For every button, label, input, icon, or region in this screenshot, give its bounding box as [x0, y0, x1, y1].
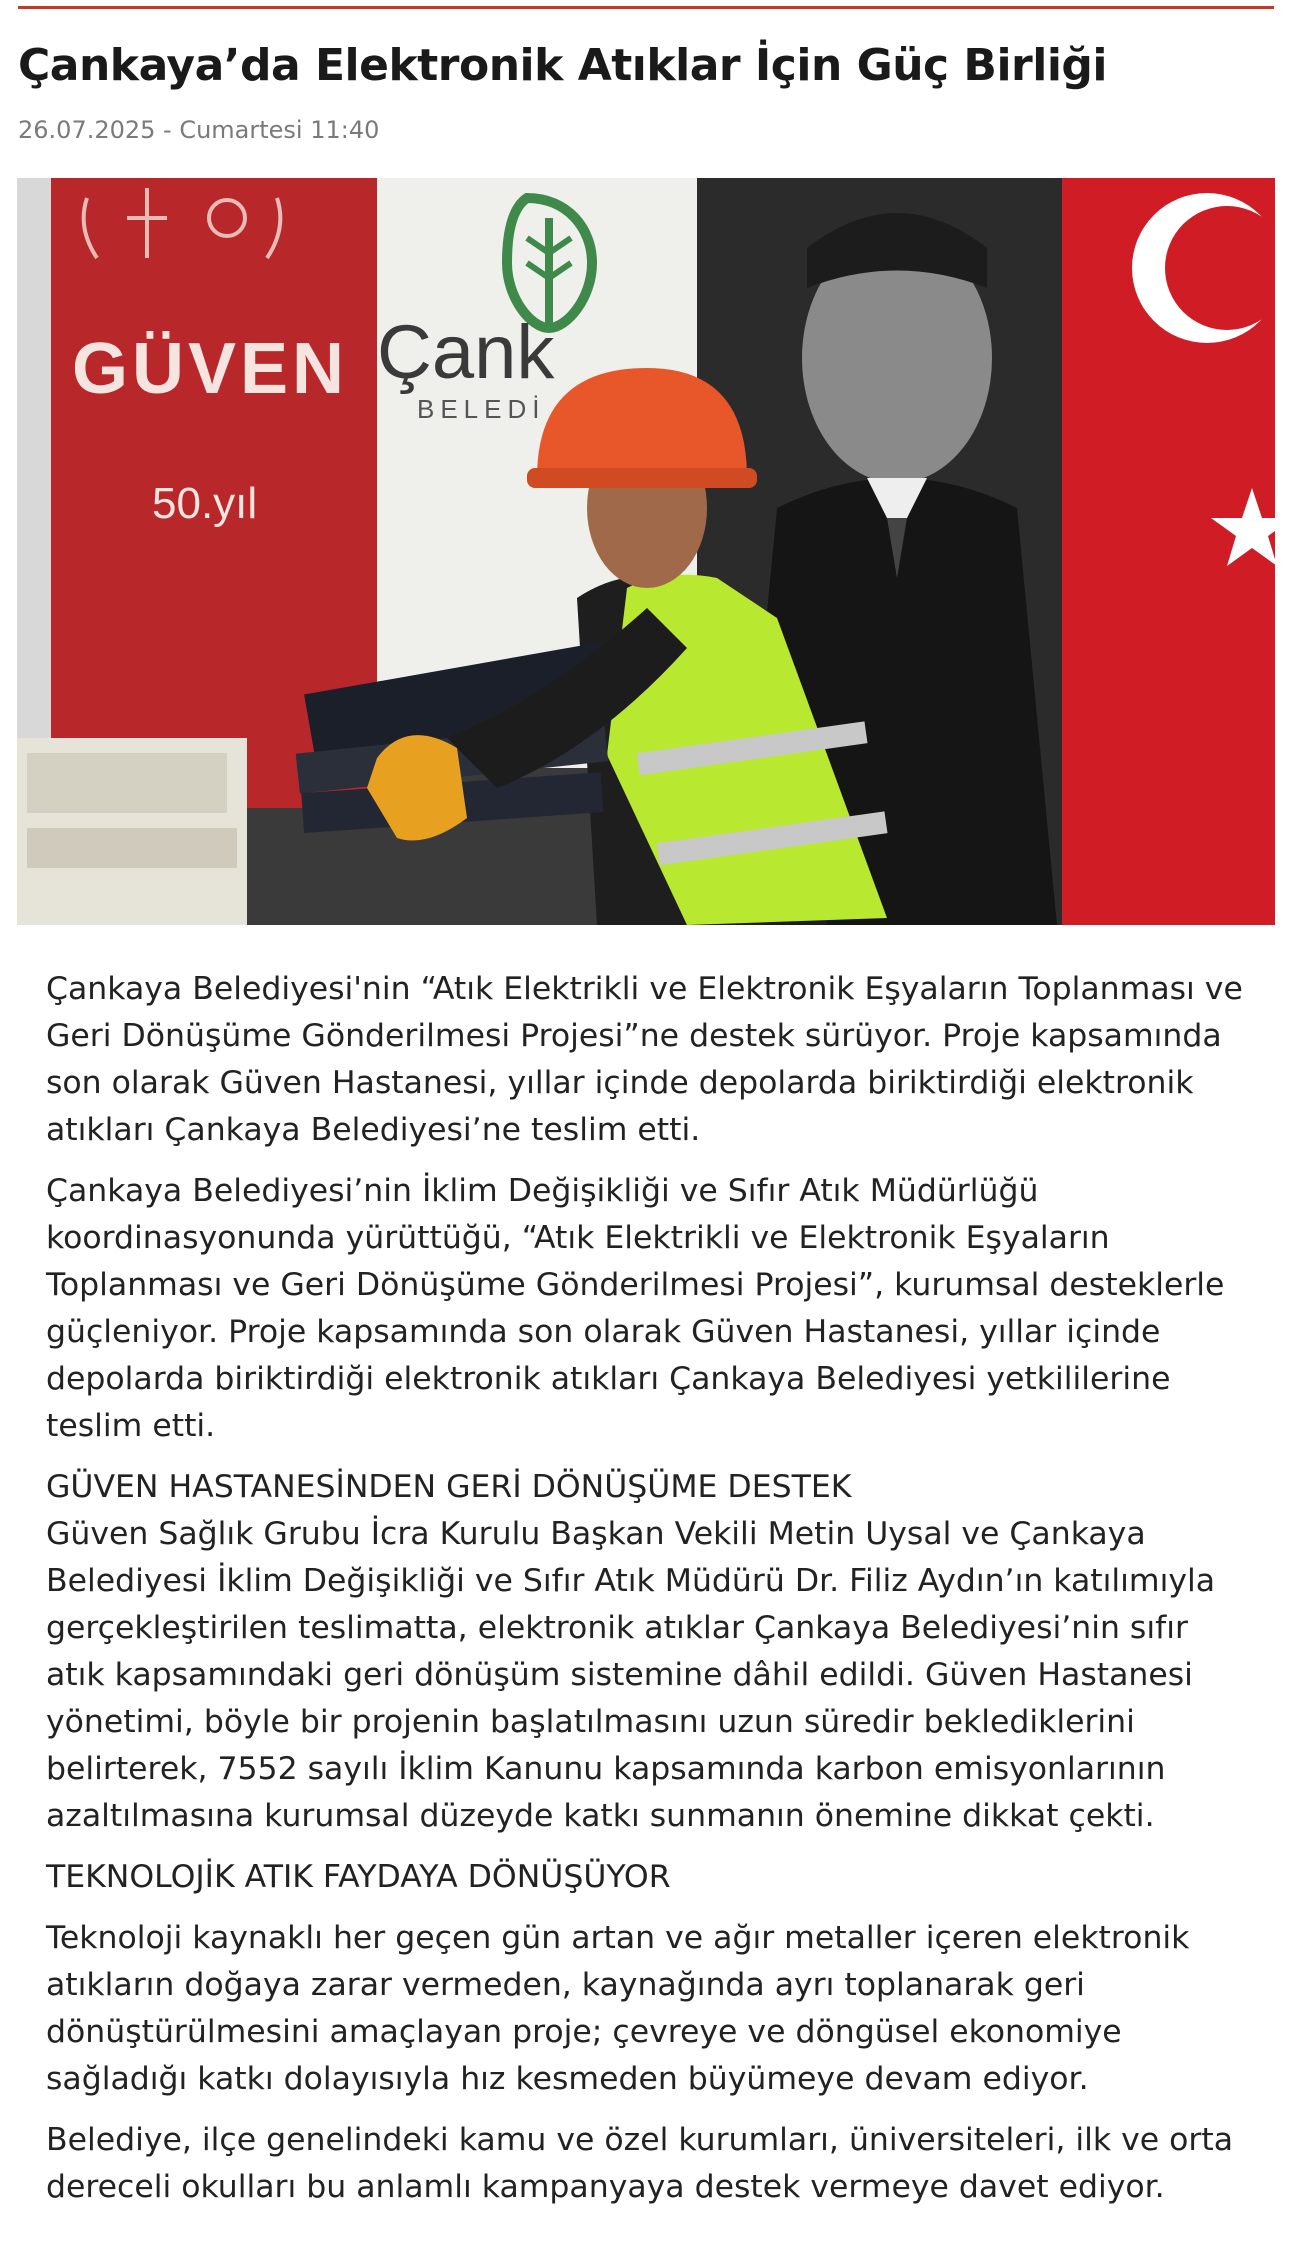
article-dateline: 26.07.2025 - Cumartesi 11:40 — [18, 116, 380, 144]
guven-banner-sub: 50.yıl — [152, 479, 258, 528]
article-paragraph: Teknoloji kaynaklı her geçen gün artan ve ağır metaller içeren elektronik atıkların doğaya zarar vermeden, kaynağında ayrı toplanarak geri dönüştürülmesini amaçlayan proje; çevreye ve döngüsel ekonomiye sağladığı katkı dolayısıyla hız kesmeden büyümeye devam ediyor. — [46, 1920, 1190, 2097]
article-headline: Çankaya’da Elektronik Atıklar İçin Güç Birliği — [18, 40, 1107, 91]
article-subheading: GÜVEN HASTANESİNDEN GERİ DÖNÜŞÜME DESTEK — [46, 1469, 852, 1505]
article-body — [46, 966, 1256, 2225]
top-accent-rule — [18, 6, 1274, 9]
guven-banner-text: GÜVEN — [72, 329, 349, 409]
article-subheading: TEKNOLOJİK ATIK FAYDAYA DÖNÜŞÜYOR — [46, 1859, 671, 1895]
article-paragraph: Çankaya Belediyesi’nin İklim Değişikliği ve Sıfır Atık Müdürlüğü koordinasyonunda yürüttüğü, “Atık Elektrikli ve Elektronik Eşyaların Toplanması ve Geri Dönüşüme Gönderilmesi Projesi”, kurumsal desteklerle güçleniyor. Proje kapsamında son olarak Güven Hastanesi, yıllar içinde depolarda biriktirdiği elektronik atıkları Çankaya Belediyesi yetkililerine teslim etti. — [46, 1173, 1225, 1444]
cankaya-banner-text: Çank — [377, 310, 555, 395]
article-hero-image — [17, 178, 1275, 925]
article-paragraph: Belediye, ilçe genelindeki kamu ve özel kurumları, üniversiteleri, ilk ve orta dereceli okulları bu anlamlı kampanyaya destek vermeye davet ediyor. — [46, 2122, 1234, 2205]
article-paragraph: Güven Sağlık Grubu İcra Kurulu Başkan Vekili Metin Uysal ve Çankaya Belediyesi İklim Değişikliği ve Sıfır Atık Müdürü Dr. Filiz Aydın’ın katılımıyla gerçekleştirilen teslimatta, elektronik atıklar Çankaya Belediyesi’nin sıfır atık kapsamındaki geri dönüşüm sistemine dâhil edildi. Güven Hastanesi yönetimi, böyle bir projenin başlatılmasını uzun süredir beklediklerini belirterek, 7552 sayılı İklim Kanunu kapsamında karbon emisyonlarının azaltılmasına kurumsal düzeyde katkı sunmanın önemine dikkat çekti. — [46, 1516, 1216, 1834]
article-paragraph: Çankaya Belediyesi'nin “Atık Elektrikli ve Elektronik Eşyaların Toplanması ve Geri Dönüşüme Gönderilmesi Projesi”ne destek sürüyor. Proje kapsamında son olarak Güven Hastanesi, yıllar içinde depolarda biriktirdiği elektronik atıkları Çankaya Belediyesi’ne teslim etti. — [46, 971, 1243, 1148]
cankaya-banner-sub: BELEDİ — [417, 394, 546, 424]
